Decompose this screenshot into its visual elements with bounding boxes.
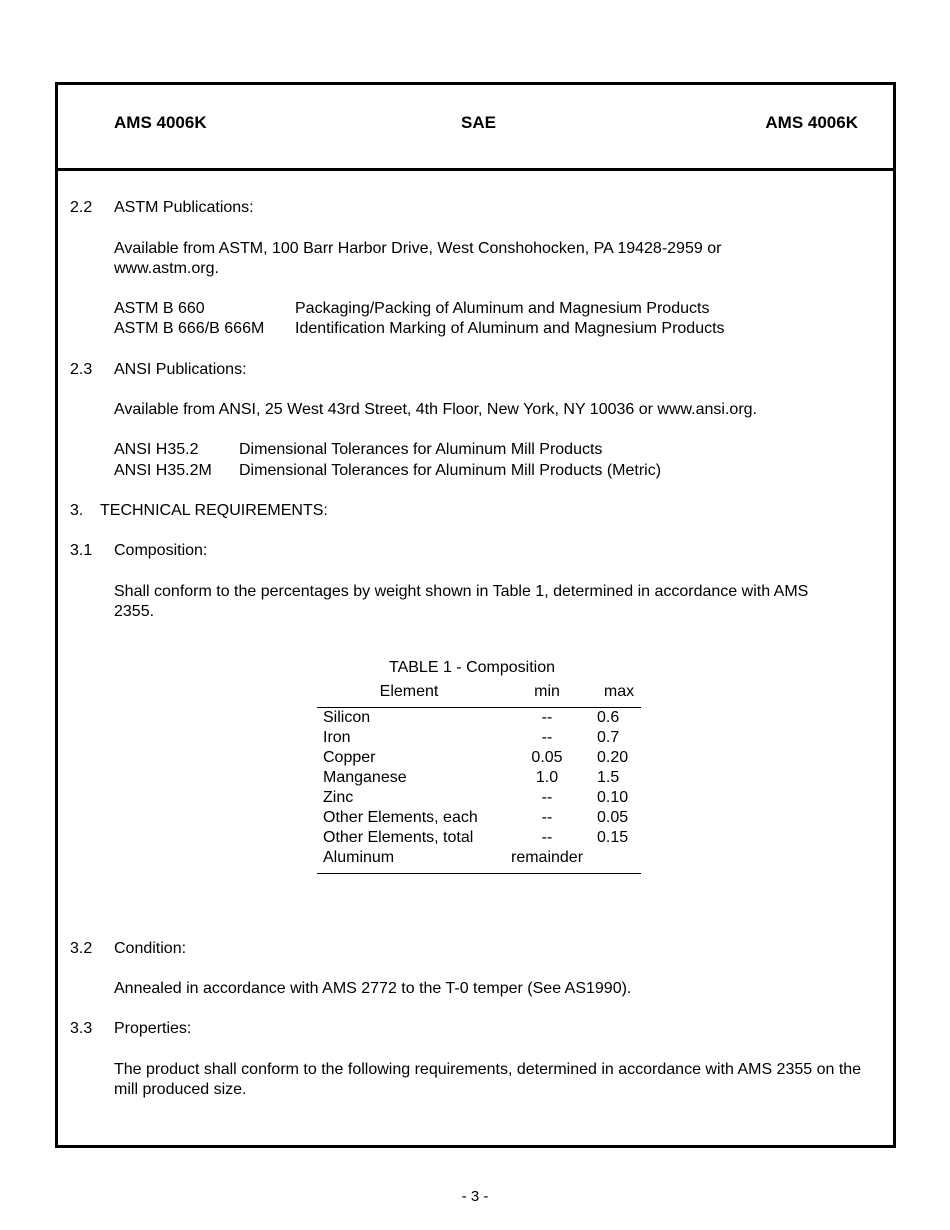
cell-element: Iron — [323, 729, 351, 746]
cell-element: Copper — [323, 749, 376, 766]
cell-min: -- — [541, 729, 553, 746]
table-row — [317, 768, 641, 788]
section-number: 3.3 — [70, 1020, 93, 1037]
reference-title: Packaging/Packing of Aluminum and Magnesium Products — [295, 300, 710, 317]
section-paragraph: Shall conform to the percentages by weight shown in Table 1, determined in accordance with AMS 2355. — [114, 583, 809, 620]
header-doc-id-right: AMS 4006K — [765, 113, 858, 132]
cell-max — [593, 848, 641, 874]
reference-title: Dimensional Tolerances for Aluminum Mill Products (Metric) — [239, 462, 662, 479]
reference-code: ASTM B 660 — [114, 300, 205, 317]
cell-max: 0.20 — [597, 749, 629, 766]
cell-min: -- — [541, 809, 553, 826]
reference-code: ANSI H35.2 — [114, 441, 199, 458]
cell-max: 0.7 — [597, 729, 620, 746]
table-header-row — [317, 682, 641, 708]
cell-element: Other Elements, total — [323, 829, 474, 846]
page-number: - 3 - — [461, 1188, 489, 1205]
section-number: 3. — [70, 502, 84, 519]
cell-element: Manganese — [323, 769, 407, 786]
cell-min: 0.05 — [531, 749, 563, 766]
column-header-min: min — [501, 682, 593, 708]
table-body — [317, 708, 641, 874]
section-paragraph: Annealed in accordance with AMS 2772 to the T-0 temper (See AS1990). — [114, 980, 632, 997]
cell-min: 1.0 — [535, 769, 559, 786]
table-row — [317, 708, 641, 729]
section-title: Composition: — [114, 542, 208, 559]
cell-min: -- — [541, 829, 553, 846]
table-row — [317, 828, 641, 848]
header-org-name: SAE — [461, 113, 496, 132]
table-row — [317, 808, 641, 828]
header-doc-id-left: AMS 4006K — [114, 113, 207, 132]
cell-element: Other Elements, each — [323, 809, 478, 826]
table-row — [317, 848, 641, 874]
section-title: ASTM Publications: — [114, 199, 254, 216]
section-title: Condition: — [114, 940, 187, 957]
cell-max: 0.10 — [597, 789, 629, 806]
cell-element: Silicon — [323, 709, 371, 726]
cell-max: 0.15 — [597, 829, 629, 846]
table-caption: TABLE 1 - Composition — [389, 659, 555, 676]
cell-min: -- — [541, 709, 553, 726]
section-title: Properties: — [114, 1020, 192, 1037]
cell-max: 0.05 — [597, 809, 629, 826]
section-number: 2.2 — [70, 199, 93, 216]
reference-code: ANSI H35.2M — [114, 462, 212, 479]
section-title: ANSI Publications: — [114, 361, 247, 378]
cell-min: -- — [541, 789, 553, 806]
reference-title: Dimensional Tolerances for Aluminum Mill Products — [239, 441, 603, 458]
cell-element: Zinc — [323, 789, 354, 806]
page-frame — [55, 82, 896, 1148]
table-row — [317, 728, 641, 748]
column-header-element: Element — [317, 682, 501, 708]
section-number: 3.1 — [70, 542, 93, 559]
table-row — [317, 788, 641, 808]
section-paragraph: Available from ANSI, 25 West 43rd Street, 4th Floor, New York, NY 10036 or www.ansi.org. — [114, 401, 757, 418]
section-title: TECHNICAL REQUIREMENTS: — [100, 502, 328, 519]
document-header — [58, 85, 893, 171]
composition-table — [317, 682, 641, 874]
column-header-max: max — [593, 682, 641, 708]
cell-max: 1.5 — [597, 769, 620, 786]
reference-title: Identification Marking of Aluminum and Magnesium Products — [295, 320, 725, 337]
cell-max: 0.6 — [597, 709, 620, 726]
table-row — [317, 748, 641, 768]
cell-min: remainder — [510, 849, 584, 866]
section-paragraph: The product shall conform to the following requirements, determined in accordance with AMS 2355 on the mill produced size. — [114, 1061, 862, 1098]
section-paragraph: Available from ASTM, 100 Barr Harbor Drive, West Conshohocken, PA 19428-2959 or www.astm.org. — [114, 240, 722, 277]
section-number: 3.2 — [70, 940, 93, 957]
section-number: 2.3 — [70, 361, 93, 378]
reference-code: ASTM B 666/B 666M — [114, 320, 265, 337]
cell-element: Aluminum — [323, 849, 395, 866]
